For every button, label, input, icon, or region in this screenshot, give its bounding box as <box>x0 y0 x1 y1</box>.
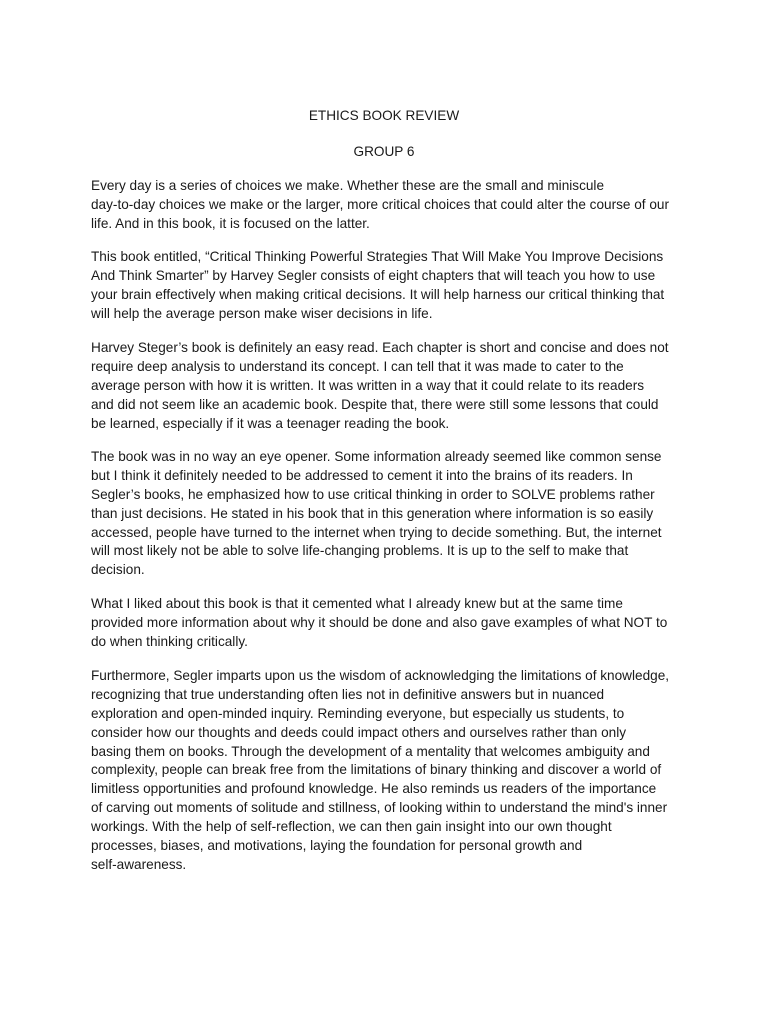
paragraph-intro <box>91 177 691 234</box>
text-line: self-awareness. <box>91 856 187 872</box>
text-line: And Think Smarter” by Harvey Segler consists of eight chapters that will teach you how to use <box>91 267 656 283</box>
paragraph-readability <box>91 339 691 433</box>
text-line: decision. <box>91 562 145 578</box>
text-line: workings. With the help of self-reflection, we can then gain insight into our own thought <box>91 819 612 835</box>
text-line: will help the average person make wiser decisions in life. <box>91 305 433 321</box>
text-line: What I liked about this book is that it cemented what I already knew but at the same time <box>91 596 623 611</box>
text-line: exploration and open-minded inquiry. Reminding everyone, but especially us students, to <box>91 705 625 721</box>
text-line: The book was in no way an eye opener. Some information already seemed like common sense <box>91 449 662 464</box>
text-line: This book entitled, “Critical Thinking Powerful Strategies That Will Make You Improve Decisions <box>91 249 664 264</box>
text-line: provided more information about why it should be done and also gave examples of what NOT to <box>91 614 668 630</box>
text-line: do when thinking critically. <box>91 633 248 649</box>
text-line: basing them on books. Through the development of a mentality that welcomes ambiguity and <box>91 743 650 759</box>
text-line: be learned, especially if it was a teenager reading the book. <box>91 415 450 431</box>
text-line: accessed, people have turned to the internet when trying to decide something. But, the internet <box>91 524 662 540</box>
text-line: Segler’s books, he emphasized how to use critical thinking in order to SOLVE problems rather <box>91 486 655 502</box>
text-line: will most likely not be able to solve life-changing problems. It is up to the self to make that <box>91 543 629 559</box>
text-line: average person with how it is written. It was written in a way that it could relate to its readers <box>91 377 645 393</box>
text-line: but I think it definitely needed to be addressed to cement it into the brains of its readers. In <box>91 467 633 483</box>
text-line: than just decisions. He stated in his book that in this generation where information is so easily <box>91 505 654 521</box>
text-line: recognizing that true understanding often lies not in definitive answers but in nuanced <box>91 686 605 702</box>
paragraph-critique <box>91 448 691 580</box>
text-line: Furthermore, Segler imparts upon us the wisdom of acknowledging the limitations of knowledge, <box>91 668 670 683</box>
text-line: of carving out moments of solitude and stillness, of looking within to understand the mind's inner <box>91 800 668 816</box>
paragraph-book-summary <box>91 248 691 324</box>
text-line: day-to-day choices we make or the larger, more critical choices that could alter the course of our <box>91 196 670 212</box>
group-label: GROUP 6 <box>353 144 415 159</box>
document-title: ETHICS BOOK REVIEW <box>308 108 460 123</box>
text-line: processes, biases, and motivations, laying the foundation for personal growth and <box>91 838 583 854</box>
paragraph-conclusion <box>91 667 691 875</box>
text-line: limitless opportunities and profound knowledge. He also reminds us readers of the importance <box>91 781 657 797</box>
text-line: Harvey Steger’s book is definitely an easy read. Each chapter is short and concise and does not <box>91 340 669 355</box>
text-line: and did not seem like an academic book. Despite that, there were still some lessons that could <box>91 396 659 412</box>
text-line: Every day is a series of choices we make. Whether these are the small and miniscule <box>91 178 605 193</box>
paragraph-likes <box>91 595 691 652</box>
text-line: complexity, people can break free from the limitations of binary thinking and discover a world of <box>91 762 662 778</box>
text-line: life. And in this book, it is focused on the latter. <box>91 215 370 231</box>
text-line: your brain effectively when making critical decisions. It will help harness our critical thinking that <box>91 286 665 302</box>
text-line: require deep analysis to understand its concept. I can tell that it was made to cater to the <box>91 358 624 374</box>
text-line: consider how our thoughts and deeds could impact others and ourselves rather than only <box>91 724 627 740</box>
